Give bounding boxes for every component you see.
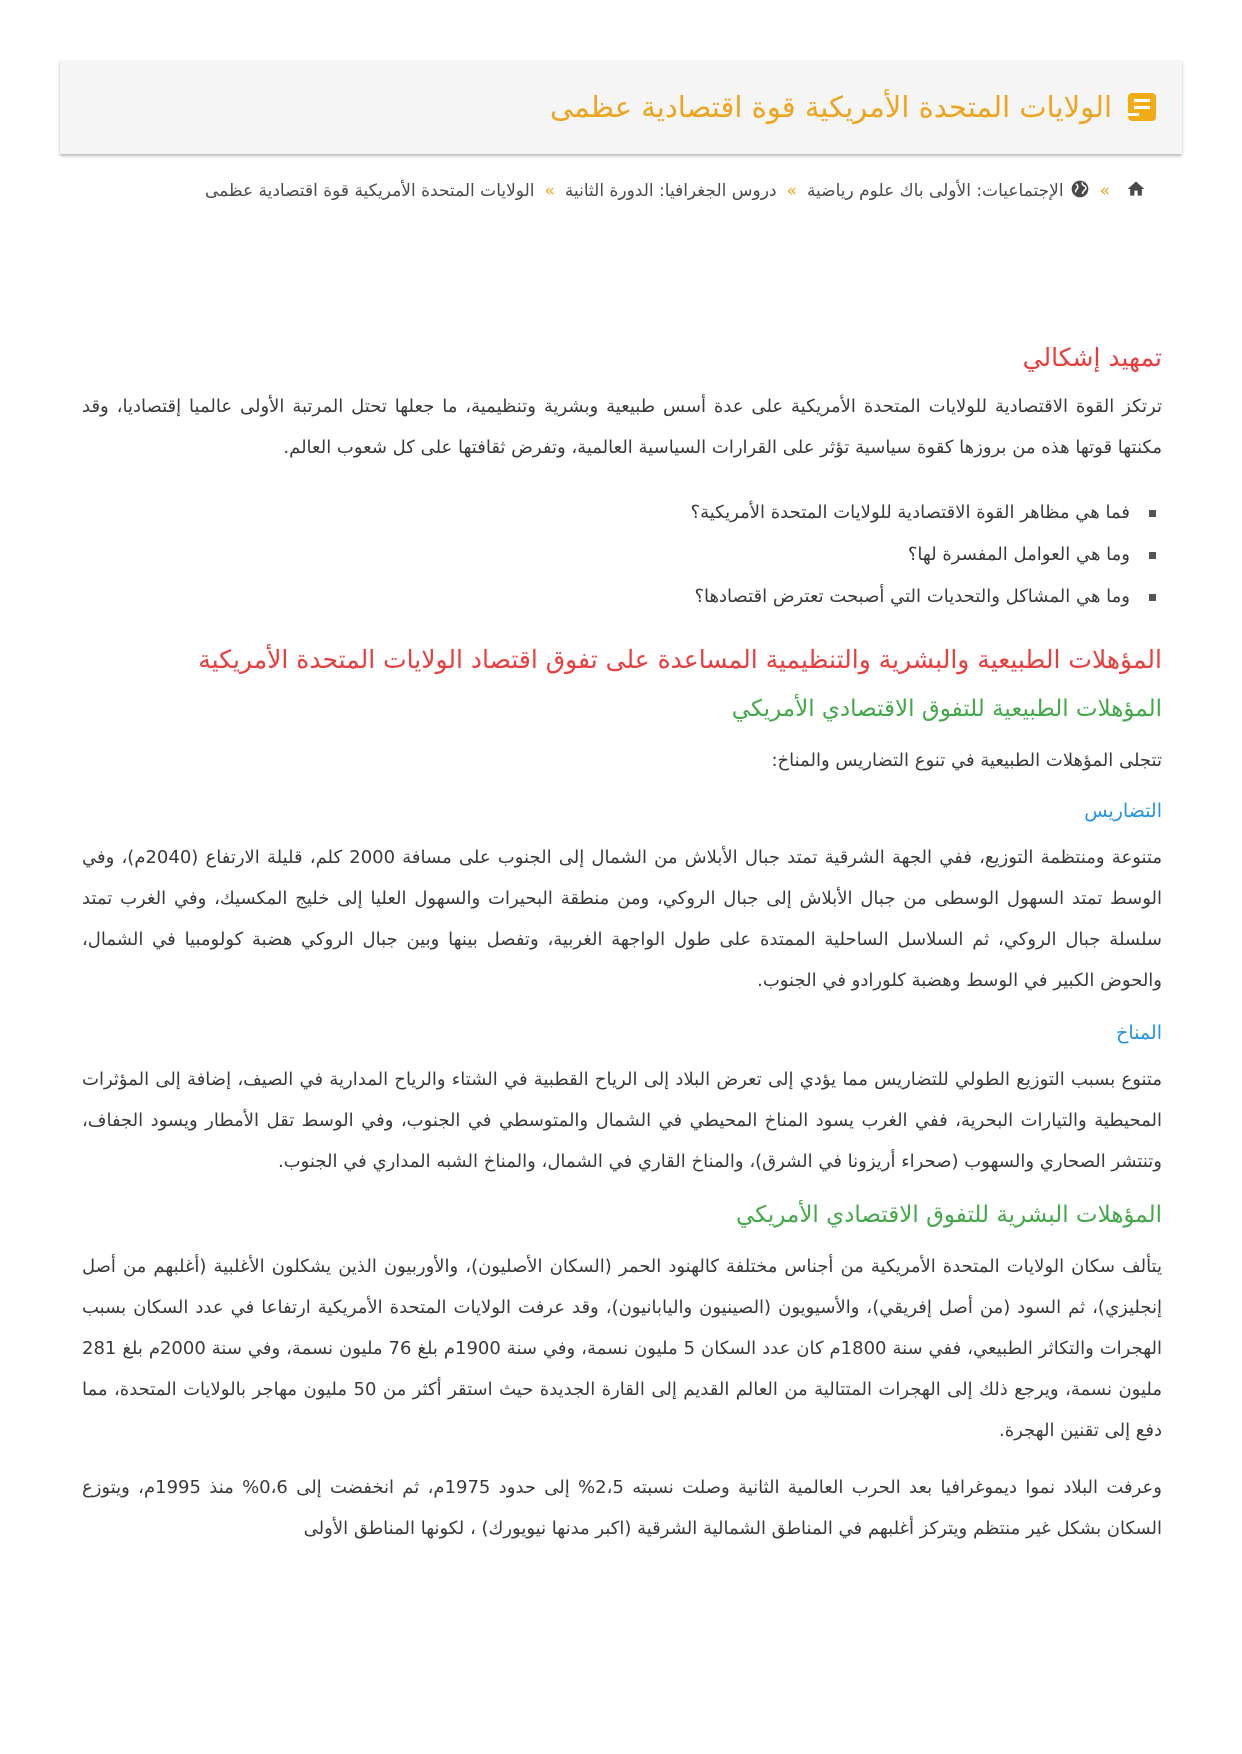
breadcrumb-link-lessons[interactable]: دروس الجغرافيا: الدورة الثانية — [564, 181, 777, 201]
list-item: وما هي المشاكل والتحديات التي أصبحت تعترض اقتصادها؟ — [82, 576, 1162, 618]
questions-list — [82, 492, 1162, 618]
relief-paragraph: متنوعة ومنتظمة التوزيع، ففي الجهة الشرقية تمتد جبال الأبلاش من الشمال إلى الجنوب على مسافة 2000 كلم، قليلة الارتفاع (2040م)، وفي الوسط تمتد السهول الوسطى من جبال الأبلاش إلى جبال الروكي، ومن منطقة البحيرات والسهول العليا إلى خليج المكسيك، وفي الغرب تمتد سلسلة جبال الروكي، ثم السلاسل الساحلية الممتدة على طول الواجهة الغربية، وتفصل بينها وبين جبال الروكي هضبة كولومبيا في الشمال، والحوض الكبير في الوسط وهضبة كلورادو في الجنوب. — [82, 847, 1162, 991]
intro-paragraph: ترتكز القوة الاقتصادية للولايات المتحدة الأمريكية على عدة أسس طبيعية وبشرية وتنظيمية، ما جعلها تحتل المرتبة الأولى عالميا إقتصاديا، وقد مكنتها قوتها هذه من بروزها كقوة سياسية تؤثر على القرارات السياسية العالمية، وتفرض ثقافتها على كل شعوب العالم. — [82, 396, 1162, 458]
breadcrumb — [146, 172, 1146, 210]
globe-icon — [1070, 179, 1090, 199]
climate-paragraph: متنوع بسبب التوزيع الطولي للتضاريس مما يؤدي إلى تعرض البلاد إلى الرياح القطبية في الشتاء والرياح المدارية في الصيف، إضافة إلى المؤثرات المحيطية والتيارات البحرية، ففي الغرب يسود المناخ المحيطي في الشمال والمتوسطي في الجنوب، وفي الوسط تقل الأمطار ويسود الجفاف، وتنتشر الصحاري والسهوب (صحراء أريزونا في الشرق)، والمناخ القاري في الشمال، والمناخ الشبه المداري في الجنوب. — [82, 1069, 1162, 1172]
list-item: فما هي مظاهر القوة الاقتصادية للولايات المتحدة الأمريكية؟ — [82, 492, 1162, 534]
article-content — [82, 338, 1162, 1549]
human-paragraph-2: وعرفت البلاد نموا ديموغرافيا بعد الحرب العالمية الثانية وصلت نسبته 2،5% إلى حدود 1975م، ثم انخفضت إلى 0،6% منذ 1995م، ويتوزع السكان بشكل غير منتظم ويتركز أغلبهم في المناطق الشمالية الشرقية (اكبر مدنها نيويورك) ، لكونها المناطق الأولى — [82, 1477, 1162, 1539]
page-title: الولايات المتحدة الأمريكية قوة اقتصادية عظمى — [549, 90, 1112, 124]
natural-intro: تتجلى المؤهلات الطبيعية في تنوع التضاريس والمناخ: — [771, 750, 1162, 771]
list-item: وما هي العوامل المفسرة لها؟ — [82, 534, 1162, 576]
breadcrumb-separator: » — [544, 181, 555, 201]
breadcrumb-separator: » — [786, 181, 797, 201]
relief-heading: التضاريس — [1084, 800, 1162, 822]
breadcrumb-separator: » — [1099, 181, 1110, 201]
intro-heading: تمهيد إشكالي — [1022, 343, 1162, 372]
climate-heading: المناخ — [1116, 1022, 1162, 1044]
page-header — [60, 60, 1182, 154]
natural-heading: المؤهلات الطبيعية للتفوق الاقتصادي الأمريكي — [731, 696, 1162, 722]
human-heading: المؤهلات البشرية للتفوق الاقتصادي الأمريكي — [736, 1202, 1162, 1228]
breadcrumb-current: الولايات المتحدة الأمريكية قوة اقتصادية عظمى — [205, 181, 535, 201]
breadcrumb-link-course[interactable]: الإجتماعيات: الأولى باك علوم رياضية — [806, 181, 1064, 201]
home-icon[interactable] — [1126, 179, 1146, 199]
human-paragraph-1: يتألف سكان الولايات المتحدة الأمريكية من أجناس مختلفة كالهنود الحمر (السكان الأصليون)، والأوربيون الذين يشكلون الأغلبية (أغلبهم من أصل إنجليزي)، ثم السود (من أصل إفريقي)، والأسيويون (الصينيون واليابانيون)، وقد عرفت الولايات المتحدة الأمريكية ارتفاعا في عدد السكان بسبب الهجرات والتكاثر الطبيعي، ففي سنة 1800م كان عدد السكان 5 مليون نسمة، وفي سنة 1900م بلغ 76 مليون نسمة، وفي سنة 2000م بلغ 281 مليون نسمة، ويرجع ذلك إلى الهجرات المتتالية من العالم القديم إلى القارة الجديدة حيث استقر أكثر من 50 مليون مهاجر بالولايات المتحدة، مما دفع إلى تقنين الهجرة. — [82, 1256, 1163, 1441]
section-heading: المؤهلات الطبيعية والبشرية والتنظيمية المساعدة على تفوق اقتصاد الولايات المتحدة الأمريكية — [198, 645, 1162, 674]
document-icon — [1128, 93, 1156, 121]
